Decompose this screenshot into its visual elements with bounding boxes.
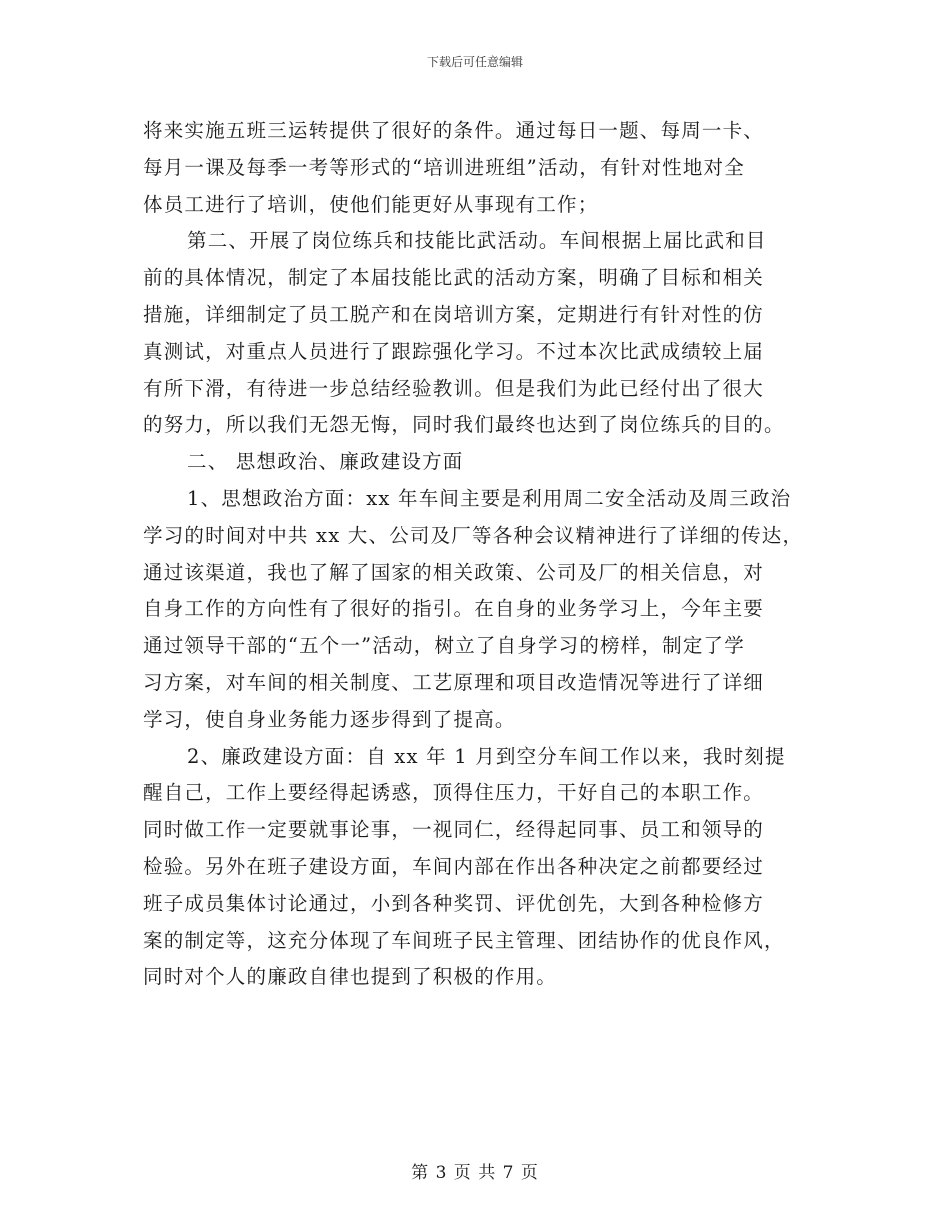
text-line: 真测试，对重点人员进行了跟踪强化学习。不过本次比武成绩较上届 bbox=[143, 339, 765, 363]
text-line: 每月一课及每季一考等形式的“培训进班组”活动，有针对性地对全 bbox=[143, 155, 745, 179]
page-number: 第 3 页 共 7 页 bbox=[411, 1163, 539, 1183]
document-body bbox=[143, 113, 813, 996]
text-line: 学习，使自身业务能力逐步得到了提高。 bbox=[143, 707, 516, 731]
text-line: 醒自己，工作上要经得起诱惑，顶得住压力，干好自己的本职工作。 bbox=[143, 781, 765, 805]
download-edit-note: 下载后可任意编辑 bbox=[426, 55, 523, 69]
text-line: 学习的时间对中共 xx 大、公司及厂等各种会议精神进行了详细的传达， bbox=[143, 523, 804, 547]
text-line-paragraph-start: 2、廉政建设方面：自 xx 年 1 月到空分车间工作以来，我时刻提 bbox=[187, 744, 786, 768]
text-line-paragraph-start: 1、思想政治方面：xx 年车间主要是利用周二安全活动及周三政治 bbox=[187, 486, 792, 510]
text-line: 措施，详细制定了员工脱产和在岗培训方案，定期进行有针对性的仿 bbox=[143, 302, 765, 326]
text-line: 的努力，所以我们无怨无悔，同时我们最终也达到了岗位练兵的目的。 bbox=[143, 413, 785, 437]
text-line: 前的具体情况，制定了本届技能比武的活动方案，明确了目标和相关 bbox=[143, 266, 765, 290]
text-line: 同时做工作一定要就事论事，一视同仁，经得起同事、员工和领导的 bbox=[143, 818, 765, 842]
text-line: 案的制定等，这充分体现了车间班子民主管理、团结协作的优良作风， bbox=[143, 928, 785, 952]
text-line-paragraph-start: 第二、开展了岗位练兵和技能比武活动。车间根据上届比武和目 bbox=[187, 229, 767, 253]
text-line: 通过领导干部的“五个一”活动，树立了自身学习的榜样，制定了学 bbox=[143, 634, 745, 658]
text-line: 班子成员集体讨论通过，小到各种奖罚、评优创先，大到各种检修方 bbox=[143, 891, 765, 915]
text-line: 有所下滑，有待进一步总结经验教训。但是我们为此已经付出了很大 bbox=[143, 376, 765, 400]
text-line: 通过该渠道，我也了解了国家的相关政策、公司及厂的相关信息，对 bbox=[143, 560, 765, 584]
text-line: 将来实施五班三运转提供了很好的条件。通过每日一题、每周一卡、 bbox=[143, 119, 765, 142]
text-line: 检验。另外在班子建设方面，车间内部在作出各种决定之前都要经过 bbox=[143, 854, 765, 878]
text-line: 体员工进行了培训，使他们能更好从事现有工作； bbox=[143, 192, 599, 216]
text-line: 自身工作的方向性有了很好的指引。在自身的业务学习上，今年主要 bbox=[143, 597, 765, 621]
text-line: 习方案，对车间的相关制度、工艺原理和项目改造情况等进行了详细 bbox=[143, 670, 765, 694]
section-heading: 二、 思想政治、廉政建设方面 bbox=[187, 450, 464, 474]
text-line: 同时对个人的廉政自律也提到了积极的作用。 bbox=[143, 965, 558, 989]
